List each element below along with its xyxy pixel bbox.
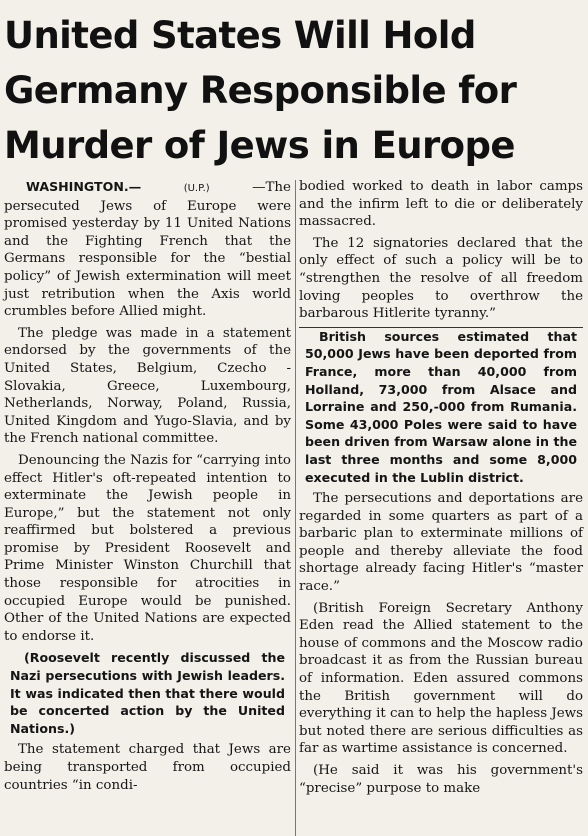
paragraph-denouncing: Denouncing the Nazis for “carrying into effect Hitler's oft-repeated intention to exterminate the Jewish people in Europe,” but the statement not only reaffirmed but bolstered a previous promise by President Roosevelt and Prime Minister Winston Churchill that those responsible for atrocities in occupied Europe would be punished. Other of the United Nations are expected to endorse it.: [4, 452, 291, 644]
headline-line-3: Murder of Jews in Europe: [4, 124, 515, 167]
paragraph-pledge: The pledge was made in a statement endorsed by the governments of the United States, Belgium, Czecho - Slovakia, Greece, Luxembourg, Netherlands, Norway, Poland, Russia, United Kingdom and Yugo-Slavia, and by the French national committee.: [4, 325, 291, 447]
paragraph-persecutions: The persecutions and deportations are regarded in some quarters as part of a barbaric plan to exterminate millions of people and thereby alleviate the food shortage already facing Hitler's “master race.”: [299, 491, 583, 595]
paragraph-government-purpose: (He said it was his government's “precise” purpose to make: [299, 763, 583, 796]
paragraph-roosevelt-note: (Roosevelt recently discussed the Nazi persecutions with Jewish leaders. It was indicated then that there would be concerted action by the United Nations.): [10, 650, 285, 736]
dateline: WASHINGTON.—: [26, 179, 142, 194]
wire-service: (U.P.): [183, 183, 210, 194]
article-column-left: [4, 178, 291, 798]
paragraph-continued: bodied worked to death in labor camps and the infirm left to die or deliberately massacred.: [299, 179, 583, 230]
headline-line-1: United States Will Hold: [4, 14, 476, 57]
paragraph-british-sources: British sources estimated that 50,000 Jews have been deported from France, more than 40,000 from Holland, 73,000 from Alsace and Lorraine and 250,-000 from Rumania. Some 43,000 Poles were said to have been driven from Warsaw alone in the last three months and some 8,000 executed in the Lublin district.: [299, 327, 583, 486]
lead-text: —The persecuted Jews of Europe were promised yesterday by 11 United Nations and the Fighting French that the Germans responsible for the “bestial policy” of Jewish extermination will meet just retribution when the Axis world crumbles before Allied might.: [4, 180, 291, 320]
lead-paragraph: [4, 178, 291, 321]
paragraph-signatories: The 12 signatories declared that the only effect of such a policy will be to “strengthen the resolve of all freedom loving peoples to overthrow the barbarous Hitlerite tyranny.”: [299, 235, 583, 322]
paragraph-statement-charged: The statement charged that Jews are being transported from occupied countries “in condi-: [4, 742, 291, 793]
headline-line-2: Germany Responsible for: [4, 69, 517, 112]
paragraph-eden: (British Foreign Secretary Anthony Eden read the Allied statement to the house of commons and the Moscow radio broadcast it as from the Russian bureau of information. Eden assured commons the British government will do everything it can to help the hapless Jews but noted there are serious difficulties as far as wartime assistance is concerned.: [299, 600, 583, 757]
headline: [4, 8, 584, 173]
column-divider: [295, 180, 296, 836]
article-column-right: [299, 178, 583, 801]
